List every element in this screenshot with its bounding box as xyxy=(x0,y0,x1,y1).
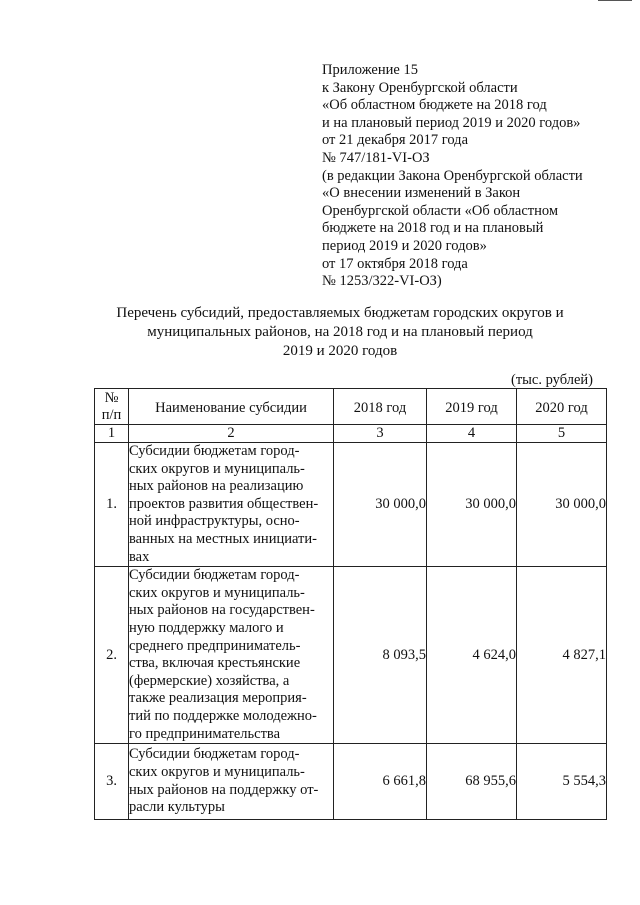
value-2018: 30 000,0 xyxy=(334,443,427,567)
column-number-row xyxy=(95,425,607,443)
corner-mark xyxy=(598,0,632,1)
appendix-line: Приложение 15 xyxy=(322,62,418,78)
row-number: 1. xyxy=(95,443,129,567)
value-2019: 68 955,6 xyxy=(427,744,517,820)
appendix-line: к Закону Оренбургской области xyxy=(322,79,518,96)
appendix-line: Оренбургской области «Об областном xyxy=(322,202,559,219)
table-row xyxy=(95,567,607,744)
title-line: Перечень субсидий, предоставляемых бюджетам городских округов и xyxy=(116,305,564,321)
value-2019: 4 624,0 xyxy=(427,567,517,744)
appendix-line: «Об областном бюджете на 2018 год xyxy=(322,97,547,114)
title-line: муниципальных районов, на 2018 год и на плановый период xyxy=(147,324,533,340)
header-name: Наименование субсидии xyxy=(129,389,334,425)
column-number: 1 xyxy=(95,425,129,443)
column-number: 5 xyxy=(517,425,607,443)
column-number: 2 xyxy=(129,425,334,443)
title-line: 2019 и 2020 годов xyxy=(282,343,398,359)
row-number: 2. xyxy=(95,567,129,744)
header-2020: 2020 год xyxy=(517,389,607,425)
header-2019: 2019 год xyxy=(427,389,517,425)
subsidy-name: Субсидии бюджетам город- ских округов и муниципаль- ных районов на реализацию проектов развития обществен- ной инфраструктуры, осно- ванных на местных инициати- вах xyxy=(129,443,334,567)
appendix-block xyxy=(322,62,622,291)
column-number: 3 xyxy=(334,425,427,443)
appendix-line: бюджете на 2018 год и на плановый xyxy=(322,220,544,237)
value-2019: 30 000,0 xyxy=(427,443,517,567)
appendix-line: от 17 октября 2018 года xyxy=(322,255,468,272)
units-label: (тыс. рублей) xyxy=(511,372,593,388)
value-2020: 4 827,1 xyxy=(517,567,607,744)
table-header-row xyxy=(95,389,607,425)
appendix-line: от 21 декабря 2017 года xyxy=(322,132,468,149)
header-num: № п/п xyxy=(95,389,129,425)
value-2020: 30 000,0 xyxy=(517,443,607,567)
appendix-line: период 2019 и 2020 годов» xyxy=(322,237,487,254)
appendix-line: и на плановый период 2019 и 2020 годов» xyxy=(322,114,581,131)
row-number: 3. xyxy=(95,744,129,820)
document-title xyxy=(80,304,600,361)
appendix-line: «О внесении изменений в Закон xyxy=(322,185,521,202)
value-2020: 5 554,3 xyxy=(517,744,607,820)
appendix-line: № 747/181-VI-ОЗ xyxy=(322,149,430,166)
value-2018: 8 093,5 xyxy=(334,567,427,744)
subsidy-name: Субсидии бюджетам город- ских округов и муниципаль- ных районов на государствен- ную поддержку малого и среднего предприниматель- ства, включая крестьянские (фермерские) хозяйства, а также реализация мероприя- тий по поддержке молодежно- го предпринимательства xyxy=(129,567,334,744)
header-2018: 2018 год xyxy=(334,389,427,425)
table-row xyxy=(95,443,607,567)
appendix-line: № 1253/322-VI-ОЗ) xyxy=(322,273,442,290)
table-row xyxy=(95,744,607,820)
subsidy-name: Субсидии бюджетам город- ских округов и муниципаль- ных районов на поддержку от- расли культуры xyxy=(129,744,334,820)
value-2018: 6 661,8 xyxy=(334,744,427,820)
appendix-line: (в редакции Закона Оренбургской области xyxy=(322,167,583,184)
column-number: 4 xyxy=(427,425,517,443)
subsidies-table xyxy=(94,388,607,820)
